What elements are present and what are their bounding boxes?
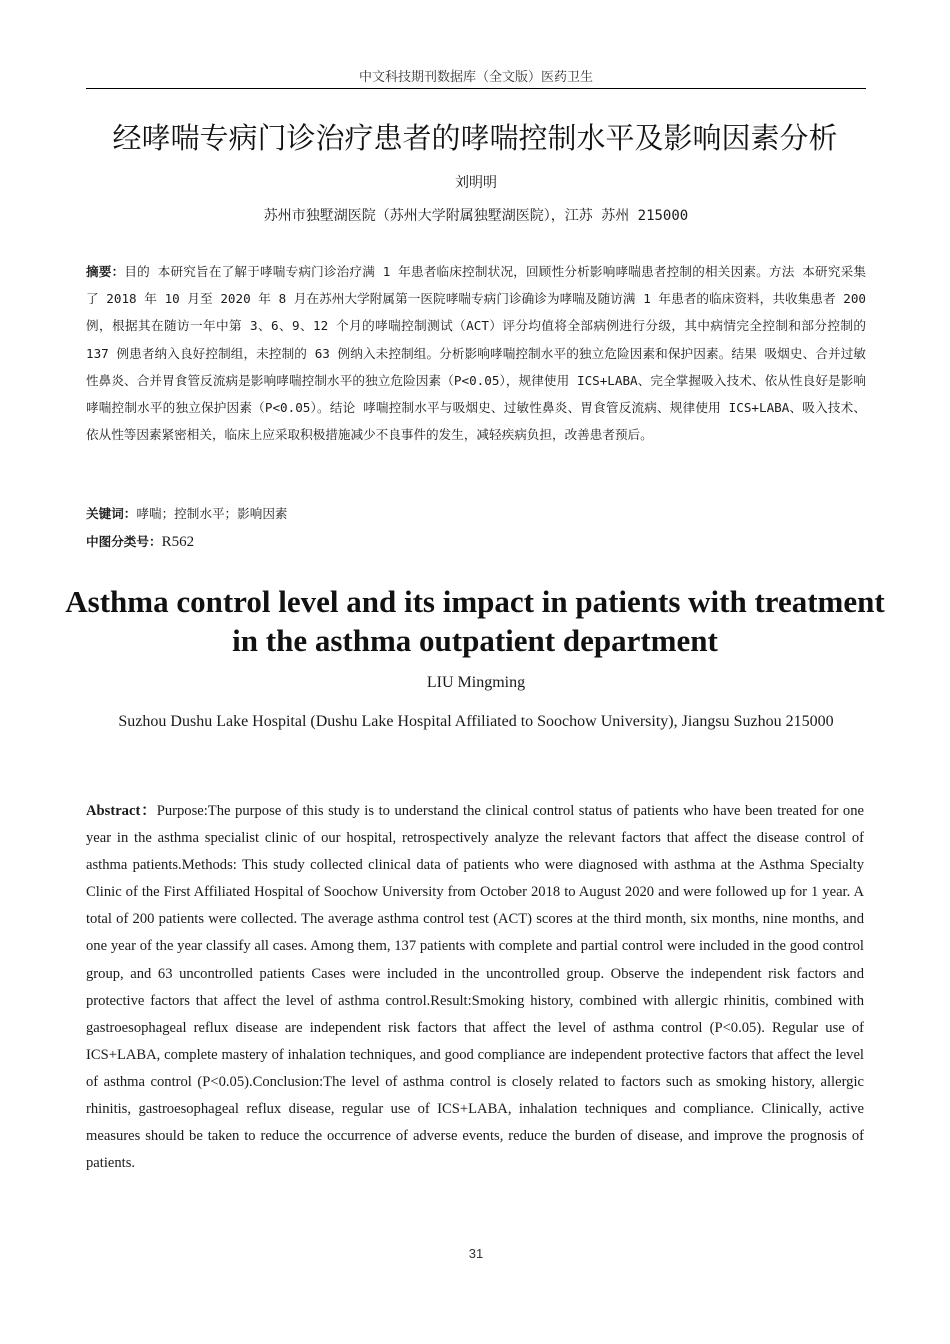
chinese-classification	[86, 528, 866, 556]
chinese-affiliation: 苏州市独墅湖医院（苏州大学附属独墅湖医院），江苏 苏州 215000	[263, 208, 689, 224]
chinese-keywords	[86, 500, 866, 527]
english-abstract-label: Abstract：	[86, 803, 157, 819]
english-abstract-text: Purpose:The purpose of this study is to understand the clinical control status of patients who have been treated for one year in the asthma specialist clinic of our hospital, retrospectively analyze the relevant factors that affect the disease control of asthma patients.Methods: This study collected clinical data of patients who were diagnosed with asthma at the Asthma Specialty Clinic of the First Affiliated Hospital of Soochow University from October 2018 to August 2020 and were followed up for 1 year. A total of 200 patients were collected. The average asthma control test (ACT) scores at the third month, six months, nine months, and one year of the year classify all cases. Among them, 137 patients with complete and partial control were included in the good control group, and 63 uncontrolled patients Cases were included in the uncontrolled group. Observe the independent risk factors and protective factors that affect the level of asthma control.Result:Smoking history, combined with allergic rhinitis, combined with gastroesophageal reflux disease are independent risk factors that affect the level of asthma control (P<0.05). Regular use of ICS+LABA, complete mastery of inhalation techniques, and good compliance are independent protective factors that affect the level of asthma control (P<0.05).Conclusion:The level of asthma control is closely related to factors such as smoking history, allergic rhinitis, gastroesophageal reflux disease, regular use of ICS+LABA, inhalation techniques and compliance. Clinically, active measures should be taken to reduce the occurrence of adverse events, reduce the burden of disease, and improve the prognosis of patients.	[86, 803, 864, 1172]
chinese-abstract-text: 目的 本研究旨在了解于哮喘专病门诊治疗满 1 年患者临床控制状况，回顾性分析影响哮喘患者控制的相关因素。方法 本研究采集了 2018 年 10 月至 2020 年 8 月在苏州大学附属第一医院哮喘专病门诊确诊为哮喘及随访满 1 年患者的临床资料，共收集患者 200 例，根据其在随访一年中第 3、6、9、12 个月的哮喘控制测试（ACT）评分均值将全部病例进行分级，其中病情完全控制和部分控制的 137 例患者纳入良好控制组，未控制的 63 例纳入未控制组。分析影响哮喘控制水平的独立危险因素和保护因素。结果 吸烟史、合并过敏性鼻炎、合并胃食管反流病是影响哮喘控制水平的独立危险因素（P<0.05），规律使用 ICS+LABA、完全掌握吸入技术、依从性良好是影响哮喘控制水平的独立保护因素（P<0.05）。结论 哮喘控制水平与吸烟史、过敏性鼻炎、胃食管反流病、规律使用 ICS+LABA、吸入技术、依从性等因素紧密相关，临床上应采取积极措施减少不良事件的发生，减轻疾病负担，改善患者预后。	[86, 264, 866, 443]
chinese-keywords-label: 关键词：	[86, 506, 137, 521]
chinese-classification-value: R562	[161, 534, 195, 550]
journal-header: 中文科技期刊数据库（全文版）医药卫生	[358, 70, 593, 85]
chinese-classification-label: 中图分类号：	[86, 534, 162, 549]
english-abstract	[86, 798, 864, 1177]
chinese-abstract	[86, 258, 866, 448]
english-author: LIU Mingming	[426, 674, 526, 691]
chinese-abstract-label: 摘要：	[86, 264, 125, 279]
page-number: 31	[468, 1246, 484, 1261]
english-title: Asthma control level and its impact in patients with treatment in the asthma outpatient department	[65, 584, 885, 658]
chinese-title: 经哮喘专病门诊治疗患者的哮喘控制水平及影响因素分析	[112, 121, 838, 155]
header-divider	[86, 88, 866, 89]
chinese-keywords-text: 哮喘；控制水平；影响因素	[136, 506, 288, 521]
chinese-author: 刘明明	[455, 175, 497, 191]
english-affiliation: Suzhou Dushu Lake Hospital (Dushu Lake Hospital Affiliated to Soochow University), Jiangsu Suzhou 215000	[118, 713, 834, 730]
